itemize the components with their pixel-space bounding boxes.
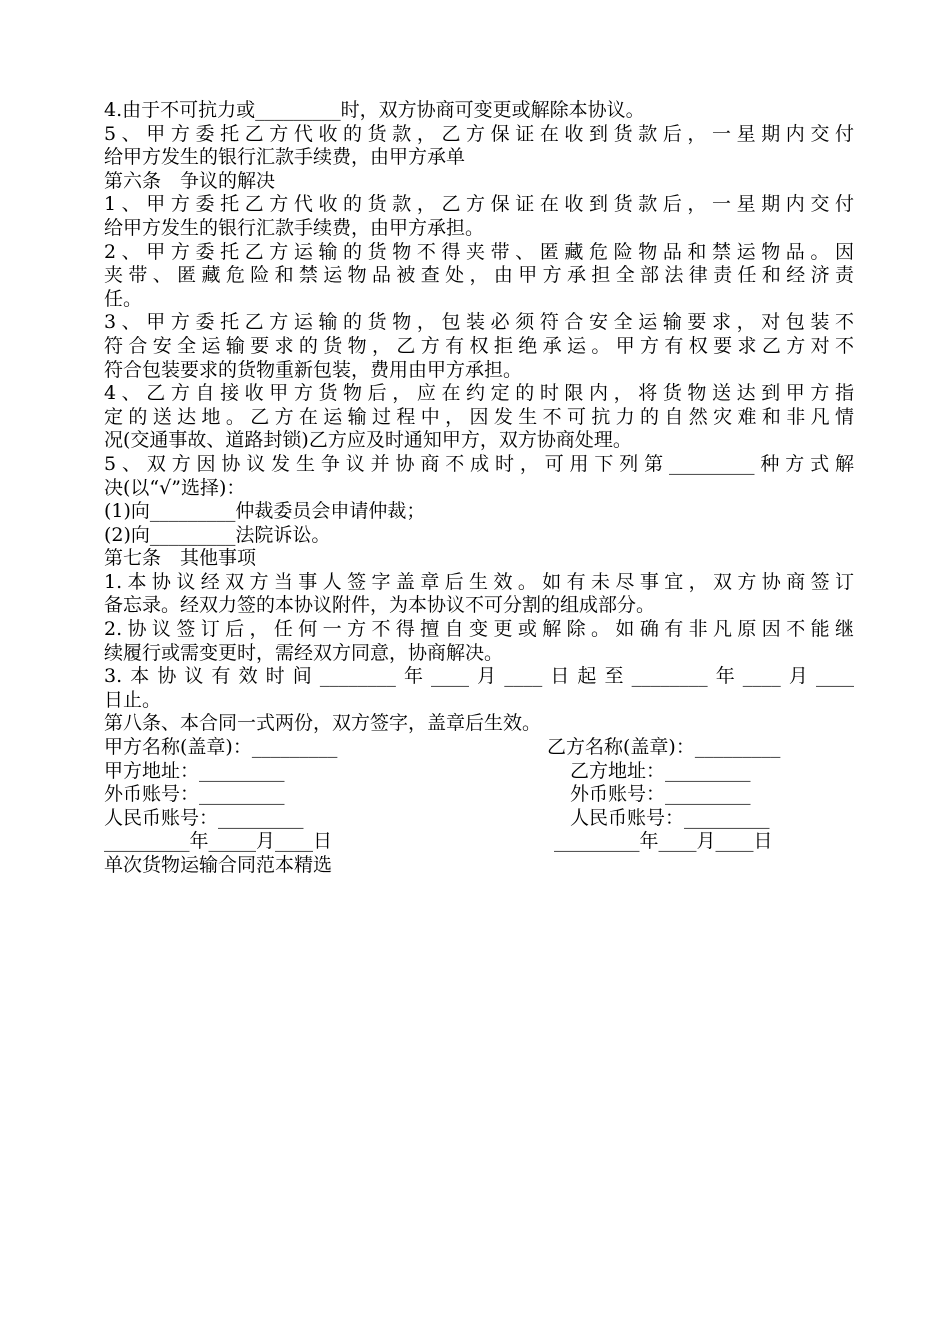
clause-6-1-line-1: 1、甲方委托乙方代收的货款，乙方保证在收到货款后，一星期内交付 [104, 193, 854, 216]
document-page [104, 99, 854, 878]
clause-7-3-line-2: 日止。 [104, 688, 162, 711]
clause-6-3-line-1: 3、甲方委托乙方运输的货物，包装必须符合安全运输要求，对包装不 [104, 311, 854, 334]
clause-7-3-line-1: 3.本协议有效时间________年____月____日起至________年____月____ [104, 665, 854, 688]
signature-row-address [104, 760, 854, 784]
section-6-heading: 第六条 争议的解决 [104, 169, 276, 192]
party-a-address: 甲方地址：_________ [104, 759, 285, 782]
party-a-name: 甲方名称(盖章)：_________ [104, 736, 338, 759]
party-b-name: 乙方名称(盖章)：_________ [547, 736, 781, 759]
clause-6-3-line-3: 符合包装要求的货物重新包装，费用由甲方承担。 [104, 358, 523, 381]
clause-7-1-line-1: 1.本协议经双方当事人签字盖章后生效。如有未尽事宜，双方协商签订 [104, 570, 854, 593]
section-8-heading: 第八条、本合同一式两份，双方签字，盖章后生效。 [104, 712, 542, 735]
clause-6-4-line-3: 况(交通事故、道路封锁)乙方应及时通知甲方，双方协商处理。 [104, 429, 632, 452]
clause-7-1-line-2: 备忘录。经双力签的本协议附件，为本协议不可分割的组成部分。 [104, 594, 656, 617]
clause-6-1-line-2: 给甲方发生的银行汇款手续费，由甲方承担。 [104, 216, 485, 239]
option-arbitration: (1)向_________仲裁委员会申请仲裁； [104, 500, 426, 523]
clause-6-2-line-1: 2、甲方委托乙方运输的货物不得夹带、匿藏危险物品和禁运物品。因 [104, 240, 854, 263]
clause-6-4-line-1: 4、乙方自接收甲方货物后，应在约定的时限内，将货物送达到甲方指 [104, 382, 854, 405]
party-a-rmb-account: 人民币账号：_________ [104, 806, 304, 829]
clause-6-3-line-2: 符合安全运输要求的货物，乙方有权拒绝承运。甲方有权要求乙方对不 [104, 334, 854, 357]
section-7-heading: 第七条 其他事项 [104, 547, 257, 570]
clause-5-4: 4.由于不可抗力或_________时，双方协商可变更或解除本协议。 [104, 99, 645, 121]
clause-6-2-line-3: 任。 [104, 287, 143, 310]
document-title-footer: 单次货物运输合同范本精选 [104, 854, 333, 876]
clause-6-2-line-2: 夹带、匿藏危险和禁运物品被查处，由甲方承担全部法律责任和经济责 [104, 264, 854, 287]
party-a-fx-account: 外币账号：_________ [104, 783, 285, 806]
party-b-address: 乙方地址：_________ [570, 759, 751, 782]
party-a-date: _________年_____月____日 [104, 830, 333, 853]
clause-7-2-line-2: 续履行或需变更时，需经双方同意，协商解决。 [104, 641, 504, 664]
signature-row-rmb-account [104, 807, 854, 831]
signature-row-date [104, 830, 854, 854]
clause-6-4-line-2: 定的送达地。乙方在运输过程中，因发生不可抗力的自然灾难和非凡情 [104, 405, 854, 428]
party-b-date: _________年____月____日 [554, 830, 773, 853]
party-b-fx-account: 外币账号：_________ [570, 783, 751, 806]
signature-row-name [104, 736, 854, 760]
clause-6-5-line-1: 5、双方因协议发生争议并协商不成时，可用下列第_________种方式解 [104, 452, 854, 475]
signature-row-fx-account [104, 783, 854, 807]
party-b-rmb-account: 人民币账号：_________ [570, 806, 770, 829]
clause-5-5-line-2: 给甲方发生的银行汇款手续费，由甲方承单 [104, 146, 466, 169]
clause-5-5-line-1: 5、甲方委托乙方代收的货款，乙方保证在收到货款后，一星期内交付 [104, 122, 854, 145]
option-litigation: (2)向_________法院诉讼。 [104, 523, 331, 546]
clause-6-5-line-2: 决(以“√”选择)： [104, 476, 246, 499]
clause-7-2-line-1: 2.协议签订后，任何一方不得擅自变更或解除。如确有非凡原因不能继 [104, 618, 854, 641]
